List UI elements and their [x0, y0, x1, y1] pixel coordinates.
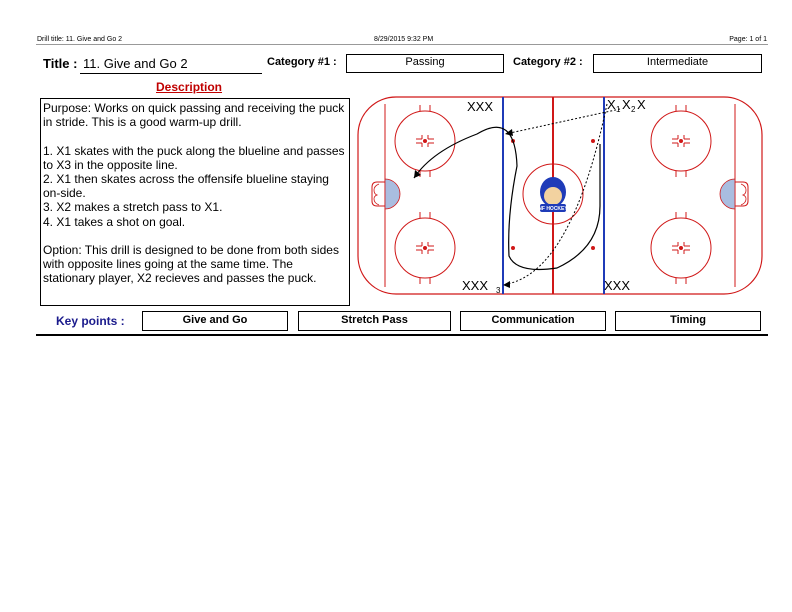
faceoff-circle: [651, 105, 711, 177]
player-x2-sub: 2: [631, 105, 636, 114]
key-point-1: Give and Go: [142, 311, 288, 331]
left-crease: [385, 179, 400, 209]
footer-divider: [36, 334, 768, 336]
faceoff-circle: [395, 212, 455, 284]
players-bottom-left: XXX: [462, 278, 489, 293]
page-number: Page: 1 of 1: [729, 36, 767, 43]
faceoff-circle: [395, 105, 455, 177]
step-1: 1. X1 skates with the puck along the blueline and passes to X3 in the opposite line.: [43, 143, 345, 172]
right-crease: [720, 179, 735, 209]
faceoff-circle: [651, 212, 711, 284]
hockey-logo: [538, 177, 568, 212]
purpose-text: Purpose: Works on quick passing and receiving the puck in stride. This is a good warm-up drill.: [43, 101, 345, 130]
player-x1-sub: 1: [616, 105, 621, 114]
left-net: [372, 182, 385, 206]
header-divider: [36, 44, 768, 45]
pass-arrowhead: [503, 281, 510, 288]
step-2: 2. X1 then skates across the offensife blueline staying on-side.: [43, 172, 329, 201]
title-label: Title :: [43, 56, 78, 71]
logo-text: NF HOCKEY: [538, 206, 568, 212]
player-x3-sub: 3: [496, 286, 501, 295]
description-heading: Description: [156, 80, 223, 94]
category1-label: Category #1 :: [267, 56, 337, 68]
right-net: [735, 182, 748, 206]
skater-path: [414, 127, 600, 269]
category1-field: Passing: [346, 54, 504, 73]
category2-label: Category #2 :: [513, 56, 583, 68]
option-text: Option: This drill is designed to be done from both sides with opposite lines going at the same time. The stationary player, X2 recieves and passes the puck.: [43, 243, 339, 286]
neutral-dot: [511, 246, 515, 250]
description-box: [40, 98, 350, 306]
drill-title-header: Drill title: 11. Give and Go 2: [37, 36, 123, 43]
key-points-label: Key points :: [56, 314, 125, 328]
step-4: 4. X1 takes a shot on goal.: [43, 214, 186, 229]
timestamp: 8/29/2015 9:32 PM: [374, 36, 434, 43]
neutral-dot: [591, 246, 595, 250]
key-point-4: Timing: [615, 311, 761, 331]
step-3: 3. X2 makes a stretch pass to X1.: [43, 200, 223, 215]
neutral-dot: [591, 139, 595, 143]
key-point-3: Communication: [460, 311, 606, 331]
key-point-2: Stretch Pass: [298, 311, 451, 331]
player-x2: X: [622, 97, 631, 112]
rink-diagram: [357, 96, 763, 295]
player-x3-top: X: [637, 97, 646, 112]
category2-field: Intermediate: [593, 54, 762, 73]
players-bottom-right: XXX: [604, 278, 631, 293]
players-top-left: XXX: [467, 99, 494, 114]
title-field: 11. Give and Go 2: [80, 56, 262, 74]
player-x1: X: [607, 97, 616, 112]
